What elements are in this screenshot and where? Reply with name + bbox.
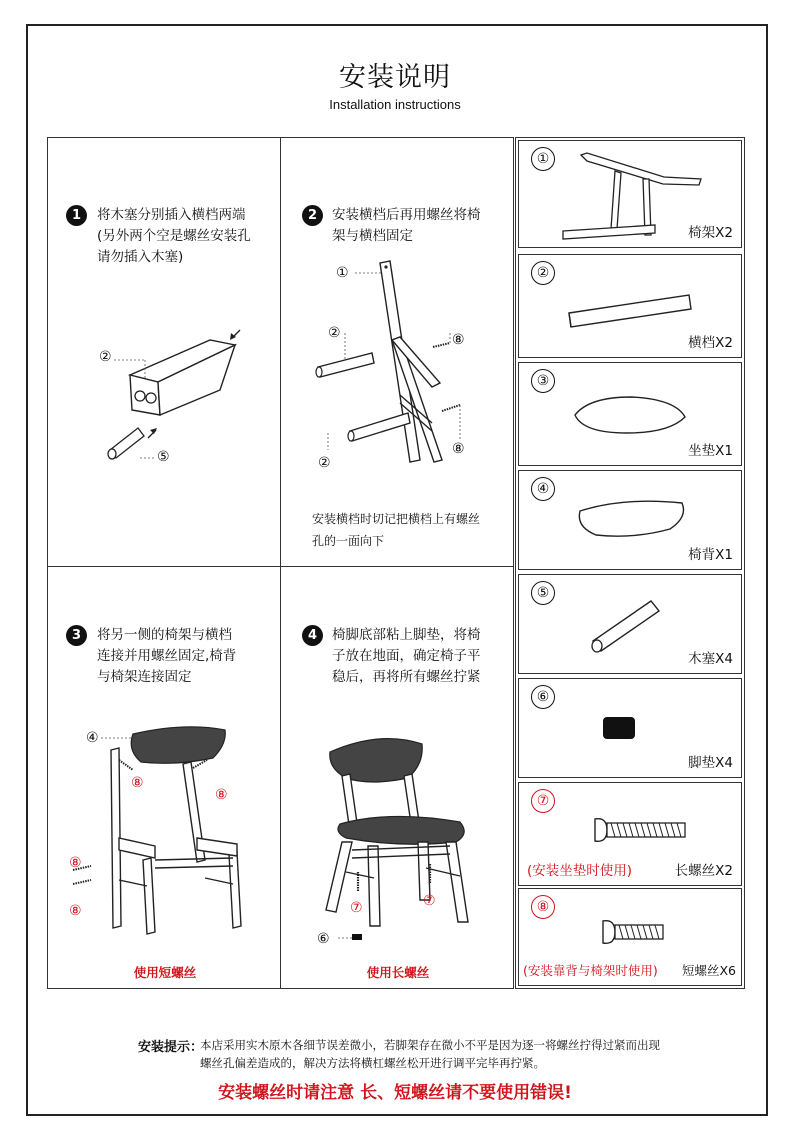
lower-rail: [119, 880, 147, 886]
front-leg-left: [143, 858, 155, 934]
part-3-seat-cushion: [518, 362, 742, 466]
cross-rail: [155, 858, 233, 860]
part-5-label: 木塞X4: [688, 651, 733, 667]
callout-rail-lower: ②: [318, 455, 331, 471]
seat-rail-left: [119, 838, 155, 858]
part-1-label: 椅架X2: [688, 225, 733, 241]
callout-screw-a: ⑧: [131, 775, 144, 791]
screw: [119, 760, 133, 770]
dowel-icon: [587, 595, 667, 655]
part-4-backrest: [518, 470, 742, 570]
backrest-cushion: [131, 727, 225, 764]
step-3-caption: 使用短螺丝: [133, 965, 197, 980]
screw: [433, 343, 450, 347]
leg-back-right: [418, 842, 430, 900]
callout-rail: ②: [99, 349, 112, 365]
step-1-number: 1: [66, 205, 87, 226]
seat-rail: [352, 854, 450, 858]
part-8-short-screw: [518, 888, 742, 986]
step-4-illustration: [300, 730, 500, 960]
part-3-number: ③: [531, 369, 555, 393]
cross-rail: [155, 866, 233, 868]
long-screw-icon: [591, 815, 691, 845]
callout-foot-pad: ⑥: [317, 931, 330, 947]
step-1-text: 将木塞分别插入横档两端 (另外两个空是螺丝安装孔 请勿插入木塞): [97, 207, 251, 265]
part-2-number: ②: [531, 261, 555, 285]
part-8-number: ⑧: [531, 895, 555, 919]
callout-screw-d: ⑧: [69, 903, 82, 919]
part-2-rail: [518, 254, 742, 358]
step-2-note: 安装横档时切记把横档上有螺丝 孔的一面向下: [312, 512, 481, 548]
rail-icon: [565, 291, 695, 331]
part-4-label: 椅背X1: [688, 547, 733, 563]
seat-rail: [352, 846, 450, 850]
part-7-number: ⑦: [531, 789, 555, 813]
leg-back-left: [326, 842, 352, 912]
rail-lower-end: [348, 431, 354, 441]
part-1-number: ①: [531, 147, 555, 171]
step-1-illustration: [90, 320, 270, 470]
backrest-icon: [574, 497, 694, 542]
part-7-label: 长螺丝X2: [674, 863, 733, 879]
lower-rail: [205, 878, 233, 884]
part-6-foot-pad: [518, 678, 742, 778]
chair-frame-icon: [559, 149, 709, 239]
rail-upper-end: [316, 367, 322, 377]
rail-upper: [318, 353, 374, 377]
step-3-number: 3: [66, 625, 87, 646]
callout-screw-c: ⑧: [69, 855, 82, 871]
callout-long-screw-b: ⑦: [423, 893, 436, 909]
foot-pad: [352, 934, 362, 940]
part-3-label: 坐垫X1: [688, 443, 733, 459]
part-8-label: 短螺丝X6: [681, 963, 736, 978]
part-5-dowel: [518, 574, 742, 674]
part-2-label: 横档X2: [688, 335, 733, 351]
screw: [442, 405, 460, 411]
step-2-number: 2: [302, 205, 323, 226]
foot-pad-icon: [603, 717, 635, 739]
leg-front-left: [368, 846, 380, 926]
step-4-text: 椅脚底部粘上脚垫，将椅 子放在地面，确定椅子平 稳后，再将所有螺丝拧紧: [332, 627, 481, 685]
step-4-number: 4: [302, 625, 323, 646]
page-subtitle: Installation instructions: [329, 97, 461, 112]
rail-lower: [350, 413, 410, 441]
insert-arrowhead: [150, 428, 157, 434]
tips-text: 本店采用实木原木各细节误差微小，若脚架存在微小不平是因为逐一将螺丝拧得过紧而出现螺丝孔偏差造成的，解决方法将横杠螺丝松开进行调平完毕再拧紧。: [200, 1038, 660, 1070]
part-7-long-screw: [518, 782, 742, 886]
callout-dowel: ⑤: [157, 449, 170, 465]
seat-cushion: [338, 816, 464, 844]
callout-screw-b: ⑧: [215, 787, 228, 803]
part-6-label: 脚垫X4: [688, 755, 733, 771]
short-screw-icon: [599, 917, 669, 947]
dowel-end: [108, 449, 116, 459]
part-8-note: (安装靠背与椅架时使用): [523, 963, 658, 978]
callout-backrest: ④: [86, 730, 99, 746]
step-2-illustration: [300, 255, 500, 475]
part-4-number: ④: [531, 477, 555, 501]
callout-frame: ①: [336, 265, 349, 281]
part-1-chair-frame: [518, 140, 742, 248]
step-2-text: 安装横档后再用螺丝将椅 架与横档固定: [332, 207, 481, 244]
frame-hole: [384, 265, 387, 268]
step-4-caption: 使用长螺丝: [366, 965, 430, 980]
step-3-illustration: [55, 720, 275, 950]
part-6-number: ⑥: [531, 685, 555, 709]
tips-label: 安装提示：: [138, 1040, 204, 1055]
screw: [73, 880, 91, 884]
callout-screw-lower: ⑧: [452, 441, 465, 457]
part-7-note: (安装坐垫时使用): [527, 863, 633, 879]
seat-cushion-icon: [569, 393, 689, 438]
callout-screw-upper: ⑧: [452, 332, 465, 348]
callout-rail-upper: ②: [328, 325, 341, 341]
warning-text: 安装螺丝时请注意 长、短螺丝请不要使用错误!: [218, 1083, 572, 1103]
callout-long-screw-a: ⑦: [350, 900, 363, 916]
front-leg-right: [229, 852, 241, 928]
part-5-number: ⑤: [531, 581, 555, 605]
page-title: 安装说明: [339, 62, 451, 93]
step-3-text: 将另一侧的椅架与横档 连接并用螺丝固定,椅背 与椅架连接固定: [97, 627, 237, 685]
